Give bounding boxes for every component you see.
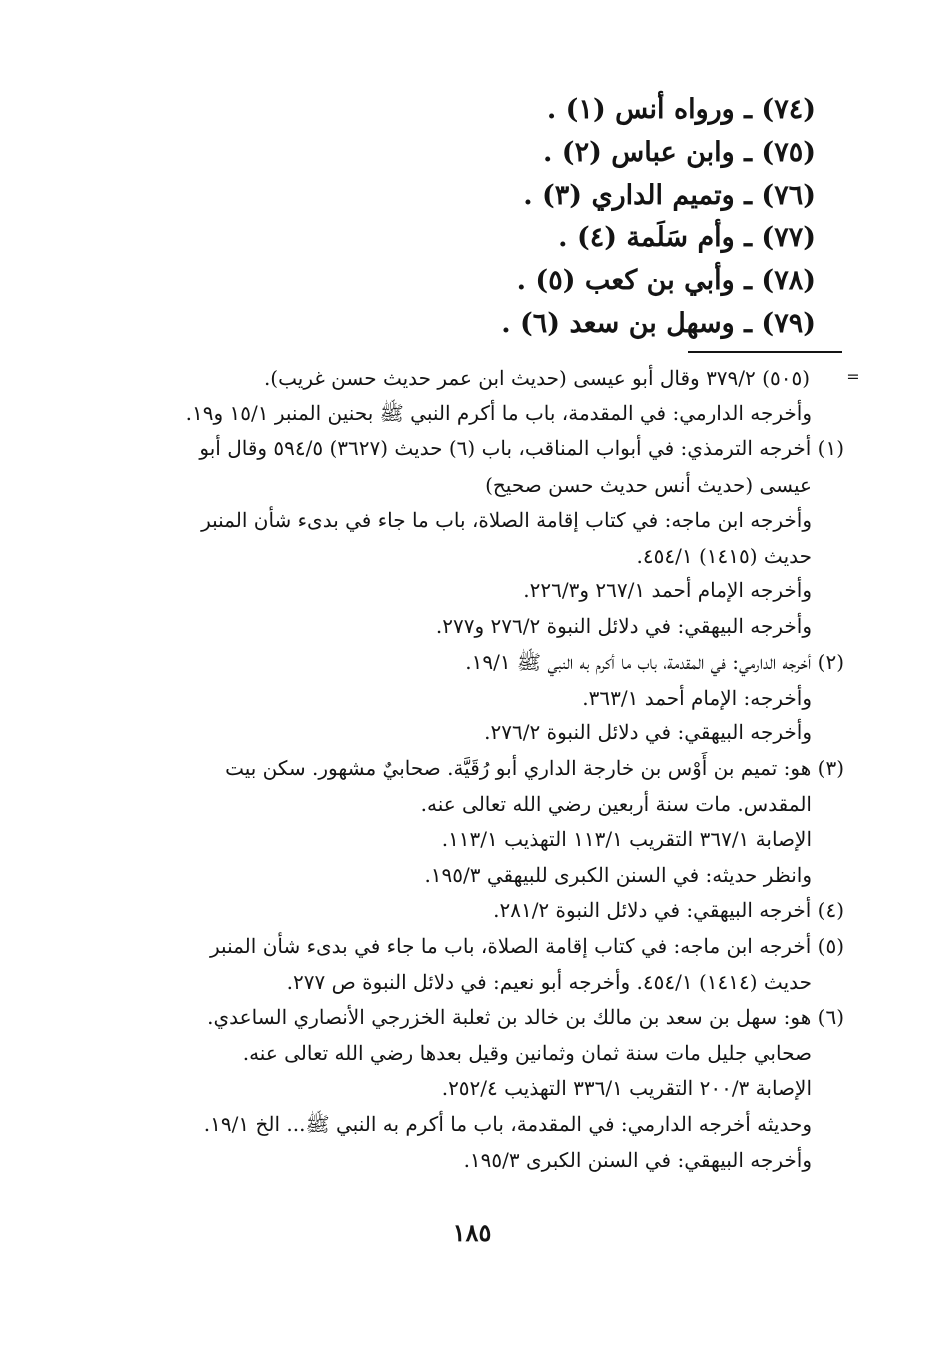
footnote-line: حديث (١٤١٤) ٤٥٤/١. وأخرجه أبو نعيم: في دلائل النبوة ص ٢٧٧. — [286, 970, 812, 994]
main-text-line: (٧٥) ـ وابن عباس (٢) . — [542, 137, 816, 168]
footnote-line: وحديثه أخرجه الدارمي: في المقدمة، باب ما أكرم به النبي ﷺ... الخ ١٩/١. — [203, 1112, 812, 1136]
footnote-line: وانظر حديثه: في السنن الكبرى للبيهقي ١٩٥/٣. — [424, 863, 812, 887]
footnote-line: حديث (١٤١٥) ٤٥٤/١. — [636, 544, 812, 568]
footnote-line: (٢) أخرجه الدارمي: في المقدمة، باب ما أكرم به النبي ﷺ ١٩/١. — [465, 650, 844, 674]
footnote-line: وأخرجه: الإمام أحمد ٣٦٣/١. — [582, 686, 812, 710]
footnote-line: (١) أخرجه الترمذي: في أبواب المناقب، باب (٦) حديث (٣٦٢٧) ٥٩٤/٥ وقال أبو — [199, 436, 844, 460]
main-text-line: (٧٤) ـ ورواه أنس (١) . — [546, 94, 816, 125]
footnote-line: (٣) هو: تميم بن أَوْس بن خارجة الداري أبو رُقَيَّة. صحابيٌ مشهور. سكن بيت — [225, 756, 844, 780]
footnote-line: وأخرجه البيهقي: في دلائل النبوة ٢٧٦/٢. — [484, 720, 812, 744]
footnote-line: صحابي جليل مات سنة ثمان وثمانين وقيل بعدها رضي الله تعالى عنه. — [242, 1041, 812, 1065]
footnote-divider — [688, 351, 842, 353]
footnote-line: (٥٠٥) ٣٧٩/٢ وقال أبو عيسى (حديث ابن عمر حديث حسن غريب). — [263, 366, 810, 390]
footnote-line: وأخرجه البيهقي: في السنن الكبرى ١٩٥/٣. — [463, 1148, 812, 1172]
footnote-line: الإصابة ٢٠٠/٣ التقريب ٣٣٦/١ التهذيب ٢٥٢/٤. — [441, 1076, 812, 1100]
continuation-mark: = — [846, 367, 860, 386]
footnote-line: وأخرجه الإمام أحمد ٢٦٧/١ و٢٢٦/٣. — [523, 578, 812, 602]
footnote-line: وأخرجه ابن ماجه: في كتاب إقامة الصلاة، باب ما جاء في بدىء شأن المنبر — [201, 508, 812, 532]
footnote-line: وأخرجه الدارمي: في المقدمة، باب ما أكرم النبي ﷺ بحنين المنبر ١٥/١ و١٩. — [185, 401, 812, 425]
page-number: ١٨٥ — [452, 1218, 492, 1247]
main-text-line: (٧٨) ـ وأبي بن كعب (٥) . — [516, 265, 816, 296]
footnote-line: عيسى (حديث أنس حديث حسن صحيح) — [485, 473, 812, 497]
footnote-line: المقدس. مات سنة أربعين رضي الله تعالى عنه. — [420, 792, 812, 816]
footnote-line: (٦) هو: سهل بن سعد بن مالك بن خالد بن ثعلبة الخزرجي الأنصاري الساعدي. — [207, 1005, 844, 1029]
footnote-line: الإصابة ٣٦٧/١ التقريب ١١٣/١ التهذيب ١١٣/١. — [441, 827, 812, 851]
footnote-line: (٤) أخرجه البيهقي: في دلائل النبوة ٢٨١/٢. — [493, 898, 844, 922]
footnote-line: وأخرجه البيهقي: في دلائل النبوة ٢٧٦/٢ و٢٧٧. — [435, 614, 812, 638]
main-text-line: (٧٩) ـ وسهل بن سعد (٦) . — [501, 308, 816, 339]
footnote-line: (٥) أخرجه ابن ماجه: في كتاب إقامة الصلاة، باب ما جاء في بدىء شأن المنبر — [210, 934, 844, 958]
main-text-line: (٧٦) ـ وتميم الداري (٣) . — [523, 180, 816, 211]
main-text-line: (٧٧) ـ وأم سَلَمة (٤) . — [558, 222, 816, 253]
